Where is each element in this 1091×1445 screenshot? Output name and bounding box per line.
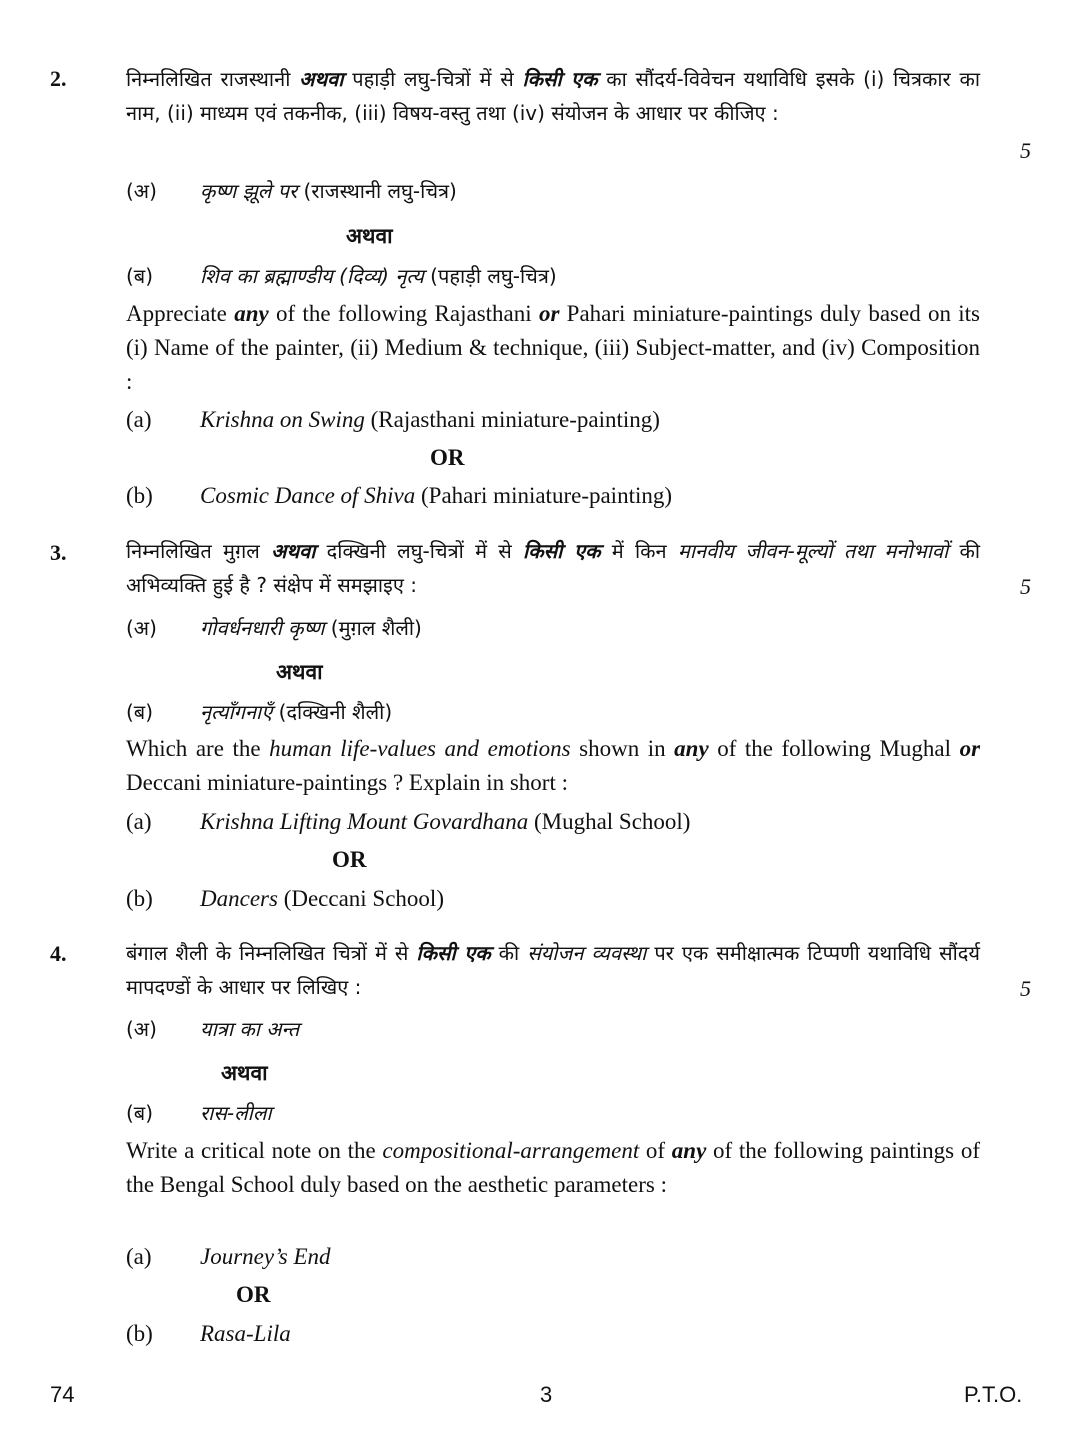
option-hindi-a: (अ) गोवर्धनधारी कृष्ण (मुग़ल शैली): [126, 616, 422, 640]
question-text-hindi: निम्नलिखित मुग़ल अथवा दक्खिनी लघु-चित्रों में से किसी एक में किन मानवीय जीवन-मूल्यों तथा मनोभावों की अभिव्यक्ति हुई है ? संक्षेप में समझाइए :: [126, 539, 980, 597]
marks: 5: [1020, 976, 1031, 1001]
or-separator-english: OR: [332, 847, 367, 872]
option-english-a: (a) Krishna on Swing (Rajasthani miniature-painting): [126, 407, 660, 432]
option-english-b: (b) Cosmic Dance of Shiva (Pahari miniature-painting): [126, 483, 673, 508]
question-number: 2.: [50, 66, 67, 91]
question-number: 4.: [50, 941, 67, 966]
option-english-a: (a) Krishna Lifting Mount Govardhana (Mughal School): [126, 809, 691, 834]
q4-or-separator-english: OR: [236, 1282, 271, 1307]
marks: 5: [1020, 138, 1031, 163]
or-separator-hindi: अथवा: [221, 1061, 268, 1085]
option-hindi-b: (ब) रास-लीला: [126, 1101, 272, 1125]
question-text-english: Which are the human life-values and emotions shown in any of the following Mughal or Deccani miniature-paintings ? Explain in short :: [126, 736, 981, 795]
option-hindi-a: (अ) यात्रा का अन्त: [126, 1017, 300, 1041]
page-number: 3: [540, 1382, 553, 1407]
marks: 5: [1020, 574, 1031, 599]
question-text-hindi: निम्नलिखित राजस्थानी अथवा पहाड़ी लघु-चित्रों में से किसी एक का सौंदर्य-विवेचन यथाविधि इसके (i) चित्रकार का नाम, (ii) माध्यम एवं तकनीक, (iii) विषय-वस्तु तथा (iv) संयोजन के आधार पर कीजिए :: [126, 67, 980, 125]
or-separator-english: OR: [430, 445, 465, 470]
or-separator-hindi: अथवा: [346, 224, 393, 248]
paper-code: 74: [50, 1382, 75, 1407]
q4-option-english-a: (a) Journey’s End: [126, 1244, 331, 1269]
question-text-english: Appreciate any of the following Rajasthani or Pahari miniature-paintings duly based on its (i) Name of the painter, (ii) Medium & technique, (iii) Subject-matter, and (iv) Composition :: [126, 301, 981, 394]
please-turn-over: P.T.O.: [964, 1382, 1023, 1407]
question-text-english: Write a critical note on the compositional-arrangement of any of the following paintings of the Bengal School duly based on the aesthetic parameters :: [126, 1138, 980, 1197]
option-english-b: (b) Dancers (Deccani School): [126, 886, 444, 911]
question-number: 3.: [50, 540, 67, 565]
or-separator-hindi: अथवा: [276, 660, 323, 684]
option-hindi-b: (ब) शिव का ब्रह्माण्डीय (दिव्य) नृत्य (पहाड़ी लघु-चित्र): [126, 264, 557, 288]
q4-option-english-b: (b) Rasa-Lila: [126, 1321, 291, 1346]
option-hindi-a: (अ) कृष्ण झूले पर (राजस्थानी लघु-चित्र): [126, 179, 457, 203]
question-text-hindi: बंगाल शैली के निम्नलिखित चित्रों में से किसी एक की संयोजन व्यवस्था पर एक समीक्षात्मक टिप्पणी यथाविधि सौंदर्य मापदण्डों के आधार पर लिखिए :: [126, 941, 981, 999]
option-hindi-b: (ब) नृत्याँगनाएँ (दक्खिनी शैली): [126, 700, 393, 724]
